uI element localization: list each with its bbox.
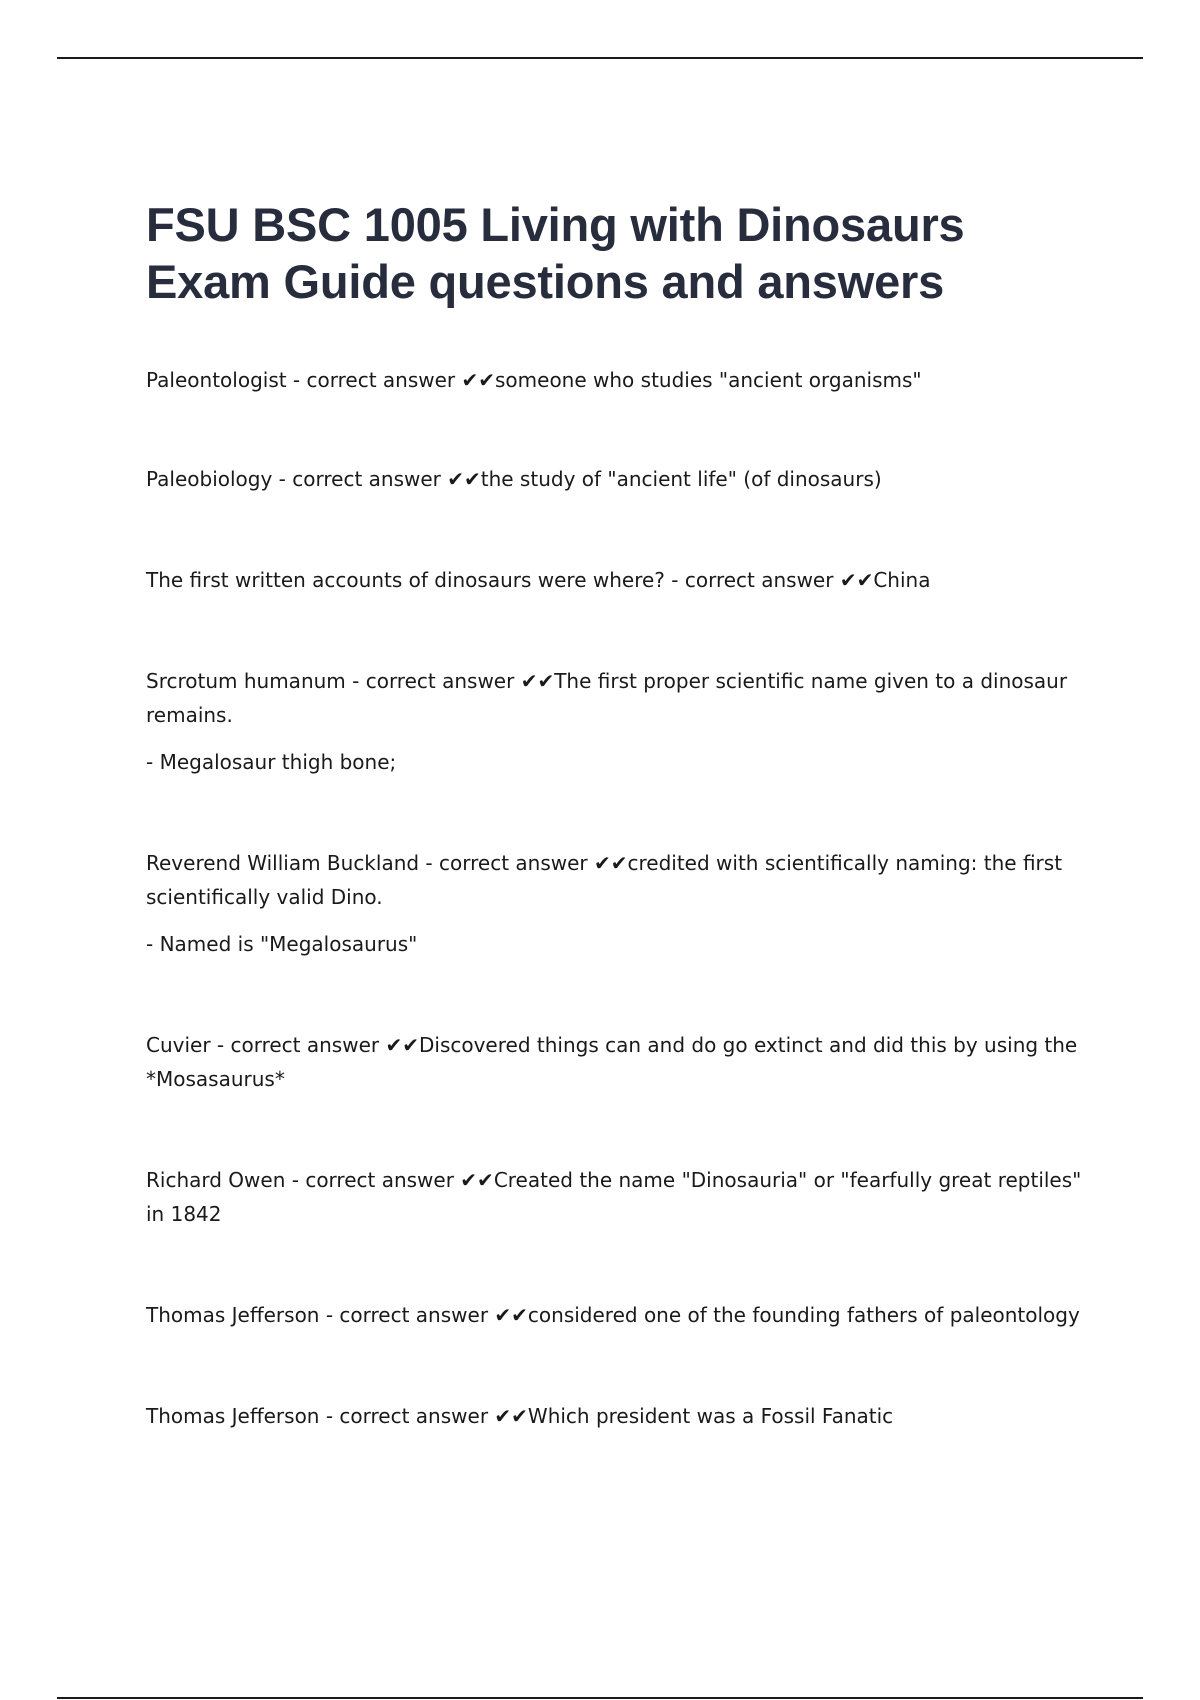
qa-item [146, 846, 1086, 961]
qa-text: Cuvier - correct answer ✔✔Discovered things can and do go extinct and did this by using the *Mosasaurus* [146, 1033, 1078, 1091]
qa-list [146, 363, 1086, 1433]
qa-item [146, 563, 1086, 597]
qa-item [146, 1028, 1086, 1096]
document-body [146, 196, 1086, 1433]
qa-item [146, 462, 1086, 496]
qa-text: Paleontologist - correct answer ✔✔someone who studies "ancient organisms" [146, 368, 922, 392]
qa-text: Srcrotum humanum - correct answer ✔✔The first proper scientific name given to a dinosaur remains. [146, 669, 1068, 727]
qa-text: Thomas Jefferson - correct answer ✔✔Which president was a Fossil Fanatic [146, 1404, 894, 1428]
bottom-rule [57, 1697, 1143, 1699]
qa-note: - Named is "Megalosaurus" [146, 932, 418, 956]
qa-item [146, 1163, 1086, 1231]
qa-note: - Megalosaur thigh bone; [146, 750, 397, 774]
top-rule [57, 57, 1143, 59]
qa-text: Richard Owen - correct answer ✔✔Created the name "Dinosauria" or "fearfully great reptiles" in 1842 [146, 1168, 1082, 1226]
qa-text: The first written accounts of dinosaurs were where? - correct answer ✔✔China [146, 568, 931, 592]
qa-item [146, 1298, 1086, 1332]
qa-item [146, 1399, 1086, 1433]
qa-item [146, 664, 1086, 779]
qa-text: Thomas Jefferson - correct answer ✔✔considered one of the founding fathers of paleontology [146, 1303, 1080, 1327]
qa-item [146, 363, 1086, 397]
qa-text: Reverend William Buckland - correct answer ✔✔credited with scientifically naming: the first scientifically valid Dino. [146, 851, 1063, 909]
document-title: FSU BSC 1005 Living with Dinosaurs Exam Guide questions and answers [146, 198, 965, 308]
qa-text: Paleobiology - correct answer ✔✔the study of "ancient life" (of dinosaurs) [146, 467, 882, 491]
